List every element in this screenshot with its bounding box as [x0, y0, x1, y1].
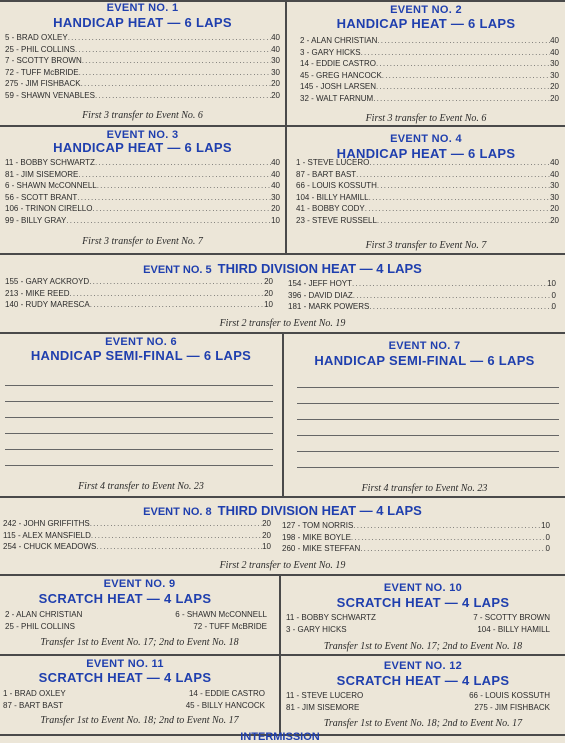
rider-name: 72 - TUFF McBRIDE: [5, 67, 79, 77]
handicap-value: 0: [551, 302, 556, 311]
handicap-value: 40: [550, 169, 559, 179]
divider: [0, 574, 565, 576]
entry-row: [5, 192, 280, 204]
leader-dots: [373, 93, 550, 105]
rider-name: 81 - JIM SISEMORE: [5, 169, 79, 179]
handicap-value: 20: [550, 204, 559, 213]
event-number: EVENT NO. 4: [390, 133, 462, 145]
rider-name: 154 - JEFF HOYT: [288, 279, 353, 288]
intermission-heading: INTERMISSION: [240, 731, 320, 743]
leader-dots: [369, 157, 550, 169]
rider-name: 275 - JIM FISHBACK: [474, 702, 550, 712]
leader-dots: [96, 541, 262, 553]
handicap-value: 40: [271, 158, 280, 167]
rider-name: 275 - JIM FISHBACK: [5, 79, 81, 88]
pairing-row: [5, 621, 267, 633]
rider-name: 6 - SHAWN McCONNELL: [175, 610, 267, 619]
pairings: [5, 609, 267, 632]
transfer-note: Transfer 1st to Event No. 18; 2nd to Event No. 17: [40, 715, 239, 726]
handicap-value: 0: [551, 290, 556, 300]
leader-dots: [79, 67, 271, 79]
handicap-value: 20: [264, 277, 273, 286]
event-title: HANDICAP HEAT — 6 LAPS: [336, 146, 516, 161]
handicap-value: 0: [545, 544, 550, 553]
event-number: EVENT NO. 7: [388, 340, 461, 352]
leader-dots: [97, 180, 271, 192]
rider-name: 45 - BILLY HANCOCK: [185, 700, 265, 710]
leader-dots: [92, 203, 271, 215]
leader-dots: [361, 47, 550, 59]
divider: [0, 654, 565, 656]
entry-row: [288, 278, 556, 290]
blank-line: [5, 465, 273, 466]
entry-row: [5, 203, 280, 215]
entry-row: [5, 157, 280, 169]
event-title: THIRD DIVISION HEAT — 4 LAPS: [217, 261, 422, 276]
transfer-note: Transfer 1st to Event No. 17; 2nd to Event No. 18: [40, 637, 239, 648]
rider-name: 6 - SHAWN McCONNELL: [5, 181, 97, 190]
leader-dots: [352, 278, 547, 290]
rider-name: 11 - STEVE LUCERO: [286, 691, 364, 700]
rider-name: 7 - SCOTTY BROWN: [473, 613, 550, 622]
entry-row: [288, 290, 556, 302]
rider-name: 14 - EDDIE CASTRO: [188, 689, 265, 698]
rider-name: 1 - BRAD OXLEY: [3, 689, 66, 698]
blank-line: [5, 401, 273, 402]
leader-dots: [89, 276, 264, 288]
handicap-value: 20: [550, 82, 559, 91]
handicap-value: 30: [550, 70, 559, 80]
rider-name: 3 - GARY HICKS: [286, 624, 347, 634]
entry-row: [5, 299, 273, 311]
entry-row: [5, 55, 280, 67]
handicap-value: 10: [271, 215, 280, 225]
leader-dots: [377, 180, 550, 192]
entry-row: [5, 78, 280, 90]
rider-name: 32 - WALT FARNUM: [300, 93, 374, 103]
rider-name: 115 - ALEX MANSFIELD: [3, 530, 91, 540]
event-title: SCRATCH HEAT — 4 LAPS: [336, 673, 510, 688]
handicap-value: 20: [262, 519, 271, 528]
entry-row: [5, 169, 280, 181]
event-title: HANDICAP SEMI-FINAL — 6 LAPS: [30, 348, 252, 363]
leader-dots: [78, 169, 271, 181]
rider-name: 213 - MIKE REED: [5, 288, 70, 298]
leader-dots: [377, 215, 550, 227]
entry-row: [5, 180, 280, 192]
handicap-value: 40: [271, 169, 280, 179]
transfer-note: Transfer 1st to Event No. 17; 2nd to Event No. 18: [323, 641, 523, 652]
divider: [0, 496, 565, 498]
entry-list: [5, 157, 280, 226]
blank-line: [5, 385, 273, 386]
pairing-row: [5, 609, 267, 621]
event-title: SCRATCH HEAT — 4 LAPS: [38, 670, 212, 685]
leader-dots: [360, 543, 545, 555]
leader-dots: [91, 530, 262, 542]
entry-list: [300, 35, 559, 104]
event-number: EVENT NO. 5: [143, 264, 212, 276]
handicap-value: 30: [271, 56, 280, 65]
rider-name: 242 - JOHN GRIFFITHS: [3, 519, 90, 528]
rider-name: 45 - GREG HANCOCK: [300, 70, 382, 80]
pairings: [286, 690, 550, 713]
event-number: EVENT NO. 12: [383, 660, 463, 672]
divider: [0, 253, 565, 255]
rider-name: 145 - JOSH LARSEN: [300, 82, 377, 91]
entry-row: [300, 47, 559, 59]
leader-dots: [90, 518, 262, 530]
rider-name: 99 - BILLY GRAY: [5, 215, 67, 225]
entry-row: [300, 93, 559, 105]
blank-line: [297, 387, 559, 388]
transfer-note: First 2 transfer to Event No. 19: [219, 560, 346, 571]
leader-dots: [95, 90, 271, 102]
rider-name: 106 - TRINON CIRELLO: [5, 204, 93, 213]
transfer-note: Transfer 1st to Event No. 18; 2nd to Event No. 17: [323, 718, 523, 729]
rider-name: 11 - BOBBY SCHWARTZ: [286, 613, 376, 622]
handicap-value: 40: [271, 44, 280, 54]
entry-row: [5, 44, 280, 56]
pairing-row: [286, 690, 550, 702]
handicap-value: 30: [271, 67, 280, 77]
rider-name: 198 - MIKE BOYLE: [282, 532, 351, 542]
leader-dots: [68, 32, 271, 44]
rider-name: 66 - LOUIS KOSSUTH: [296, 181, 377, 190]
handicap-value: 30: [550, 192, 559, 202]
entry-row: [296, 169, 559, 181]
entry-row: [3, 530, 271, 542]
blank-line: [5, 449, 273, 450]
event-number: EVENT NO. 10: [383, 582, 463, 594]
event-number: EVENT NO. 9: [103, 578, 176, 590]
rider-name: 181 - MARK POWERS: [288, 302, 370, 311]
handicap-value: 20: [550, 215, 559, 225]
rider-name: 127 - TOM NORRIS: [282, 521, 354, 530]
entry-row: [288, 301, 556, 313]
rider-name: 2 - ALAN CHRISTIAN: [5, 610, 83, 619]
rider-name: 254 - CHUCK MEADOWS: [3, 542, 97, 551]
rider-name: 11 - BOBBY SCHWARTZ: [5, 158, 95, 167]
entry-row: [282, 520, 550, 532]
transfer-note: First 2 transfer to Event No. 19: [219, 318, 346, 329]
entry-row: [296, 192, 559, 204]
pairing-row: [286, 702, 550, 714]
leader-dots: [82, 55, 271, 67]
event-number: EVENT NO. 8: [143, 506, 212, 518]
handicap-value: 30: [271, 192, 280, 202]
handicap-value: 20: [271, 90, 280, 100]
pairings: [286, 612, 550, 635]
rider-name: 81 - JIM SISEMORE: [286, 702, 360, 712]
handicap-value: 40: [550, 36, 559, 45]
rider-name: 260 - MIKE STEFFAN: [282, 544, 361, 553]
entry-row: [296, 157, 559, 169]
event-title: HANDICAP SEMI-FINAL — 6 LAPS: [314, 353, 535, 368]
blank-line: [5, 433, 273, 434]
handicap-value: 20: [271, 204, 280, 213]
rider-name: 23 - STEVE RUSSELL: [296, 215, 377, 225]
handicap-value: 40: [271, 181, 280, 190]
transfer-note: First 3 transfer to Event No. 6: [82, 110, 203, 121]
rider-name: 14 - EDDIE CASTRO: [300, 59, 377, 68]
leader-dots: [90, 299, 264, 311]
leader-dots: [77, 192, 271, 204]
handicap-value: 20: [271, 79, 280, 88]
rider-name: 3 - GARY HICKS: [300, 47, 361, 57]
leader-dots: [376, 81, 550, 93]
rider-name: 87 - BART BAST: [3, 700, 64, 710]
handicap-value: 10: [547, 279, 556, 288]
entry-row: [300, 58, 559, 70]
event-title: HANDICAP HEAT — 6 LAPS: [336, 16, 516, 31]
rider-name: 2 - ALAN CHRISTIAN: [300, 36, 378, 45]
handicap-value: 30: [550, 181, 559, 190]
handicap-value: 20: [550, 93, 559, 103]
entry-row: [282, 543, 550, 555]
entry-row: [282, 532, 550, 544]
pairing-row: [3, 700, 265, 712]
leader-dots: [351, 532, 546, 544]
event-number: EVENT NO. 1: [106, 2, 179, 14]
handicap-value: 20: [264, 288, 273, 298]
handicap-value: 40: [550, 47, 559, 57]
pairing-row: [286, 612, 550, 624]
entry-row: [296, 180, 559, 192]
transfer-note: First 3 transfer to Event No. 7: [365, 240, 487, 251]
rider-name: 104 - BILLY HAMILL: [477, 624, 550, 634]
event-number: EVENT NO. 11: [86, 658, 164, 670]
event-title: HANDICAP HEAT — 6 LAPS: [53, 15, 232, 30]
entry-list: [296, 157, 559, 226]
entry-row: [5, 90, 280, 102]
entry-row: [5, 32, 280, 44]
entry-list: [5, 276, 273, 311]
pairings: [3, 688, 265, 711]
entry-list: [5, 32, 280, 101]
blank-line: [5, 417, 273, 418]
rider-name: 5 - BRAD OXLEY: [5, 33, 68, 42]
entry-row: [5, 288, 273, 300]
entry-row: [5, 276, 273, 288]
leader-dots: [382, 70, 550, 82]
entry-row: [300, 81, 559, 93]
entry-row: [300, 35, 559, 47]
blank-line: [297, 435, 559, 436]
leader-dots: [353, 520, 541, 532]
handicap-value: 10: [541, 521, 550, 530]
event-title: SCRATCH HEAT — 4 LAPS: [336, 595, 510, 610]
handicap-value: 30: [550, 59, 559, 68]
rider-name: 140 - RUDY MARESCA: [5, 300, 90, 309]
leader-dots: [95, 157, 271, 169]
leader-dots: [353, 290, 552, 302]
rider-name: 396 - DAVID DIAZ: [288, 290, 353, 300]
entry-row: [5, 67, 280, 79]
leader-dots: [365, 203, 550, 215]
rider-name: 155 - GARY ACKROYD: [5, 277, 90, 286]
leader-dots: [75, 44, 271, 56]
event-title: HANDICAP HEAT — 6 LAPS: [53, 140, 232, 155]
handicap-value: 10: [264, 300, 273, 309]
rider-name: 25 - PHIL COLLINS: [5, 621, 75, 631]
event-title: THIRD DIVISION HEAT — 4 LAPS: [217, 503, 422, 518]
leader-dots: [356, 169, 550, 181]
divider: [0, 125, 565, 127]
transfer-note: First 4 transfer to Event No. 23: [361, 483, 488, 494]
rider-name: 104 - BILLY HAMILL: [296, 192, 369, 202]
leader-dots: [369, 192, 550, 204]
rider-name: 59 - SHAWN VENABLES: [5, 90, 95, 100]
handicap-value: 0: [545, 532, 550, 542]
entry-list: [3, 518, 271, 553]
entry-row: [3, 518, 271, 530]
pairing-row: [3, 688, 265, 700]
transfer-note: First 3 transfer to Event No. 7: [82, 236, 203, 247]
handicap-value: 10: [262, 542, 271, 551]
event-number: EVENT NO. 3: [106, 129, 179, 141]
leader-dots: [369, 301, 551, 313]
handicap-value: 40: [271, 33, 280, 42]
rider-name: 7 - SCOTTY BROWN: [5, 56, 82, 65]
entry-list: [282, 520, 550, 555]
entry-list: [288, 278, 556, 313]
leader-dots: [81, 78, 272, 90]
handicap-value: 20: [262, 530, 271, 540]
rider-name: 66 - LOUIS KOSSUTH: [469, 691, 550, 700]
event-number: EVENT NO. 2: [390, 4, 462, 16]
transfer-note: First 3 transfer to Event No. 6: [365, 113, 487, 124]
handicap-value: 40: [550, 158, 559, 167]
entry-row: [296, 215, 559, 227]
leader-dots: [69, 288, 264, 300]
event-number: EVENT NO. 6: [105, 336, 177, 348]
transfer-note: First 4 transfer to Event No. 23: [78, 481, 204, 492]
rider-name: 72 - TUFF McBRIDE: [193, 621, 267, 631]
blank-line: [297, 419, 559, 420]
entry-row: [300, 70, 559, 82]
blank-line: [297, 451, 559, 452]
leader-dots: [66, 215, 271, 227]
rider-name: 41 - BOBBY CODY: [296, 204, 365, 213]
rider-name: 1 - STEVE LUCERO: [296, 158, 370, 167]
rider-name: 25 - PHIL COLLINS: [5, 44, 75, 54]
pairing-row: [286, 624, 550, 636]
rider-name: 87 - BART BAST: [296, 169, 357, 179]
entry-row: [296, 203, 559, 215]
blank-line: [297, 467, 559, 468]
leader-dots: [377, 35, 550, 47]
leader-dots: [376, 58, 550, 70]
rider-name: 56 - SCOTT BRANT: [5, 192, 78, 202]
entry-row: [3, 541, 271, 553]
event-title: SCRATCH HEAT — 4 LAPS: [38, 591, 212, 606]
blank-line: [297, 403, 559, 404]
entry-row: [5, 215, 280, 227]
